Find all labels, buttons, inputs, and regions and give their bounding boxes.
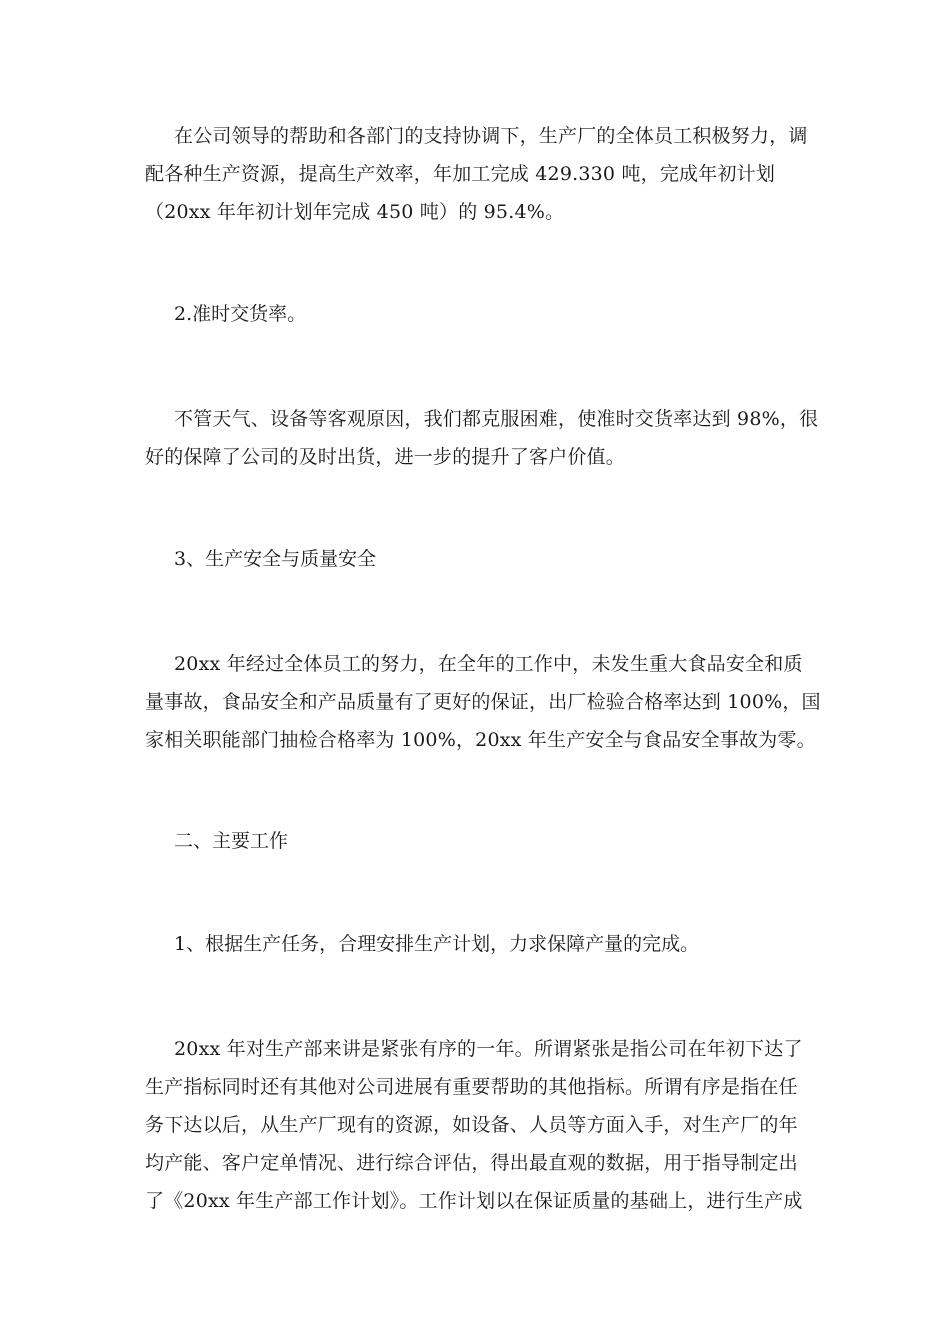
text-line: 均产能、客户定单情况、进行综合评估，得出最直观的数据，用于指导制定出: [145, 1152, 798, 1174]
heading-main-work: 二、主要工作: [174, 830, 289, 852]
paragraph-on-time-delivery: [145, 400, 819, 476]
heading-production-planning: 1、根据生产任务，合理安排生产计划，力求保障产量的完成。: [174, 933, 700, 955]
paragraph-production-planning: [145, 1030, 810, 1220]
text-line: 配各种生产资源，提高生产效率，年加工完成 429.330 吨，完成年初计划: [145, 163, 776, 185]
heading-production-safety: 3、生产安全与质量安全: [174, 548, 377, 570]
text-line: （20xx 年年初计划年完成 450 吨）的 95.4%。: [145, 201, 565, 223]
paragraph-production-output: [145, 117, 810, 231]
text-line: 在公司领导的帮助和各部门的支持协调下，生产厂的全体员工积极努力，调: [174, 125, 808, 147]
text-line: 20xx 年对生产部来讲是紧张有序的一年。所谓紧张是指公司在年初下达了: [174, 1038, 803, 1060]
text-line: 了《20xx 年生产部工作计划》。工作计划以在保证质量的基础上，进行生产成: [145, 1190, 803, 1212]
text-line: 生产指标同时还有其他对公司进展有重要帮助的其他指标。所谓有序是指在任: [145, 1076, 798, 1098]
text-line: 家相关职能部门抽检合格率为 100%，20xx 年生产安全与食品安全事故为零。: [145, 729, 816, 751]
text-line: 量事故，食品安全和产品质量有了更好的保证，出厂检验合格率达到 100%，国: [145, 691, 821, 713]
text-line: 好的保障了公司的及时出货，进一步的提升了客户价值。: [145, 446, 626, 468]
paragraph-production-safety: [145, 645, 821, 759]
text-line: 20xx 年经过全体员工的努力，在全年的工作中，未发生重大食品安全和质: [174, 653, 803, 675]
text-line: 务下达以后，从生产厂现有的资源，如设备、人员等方面入手，对生产厂的年: [145, 1114, 798, 1136]
heading-on-time-delivery: 2.准时交货率。: [174, 303, 307, 325]
text-line: 不管天气、设备等客观原因，我们都克服困难，使准时交货率达到 98%，很: [174, 408, 819, 430]
